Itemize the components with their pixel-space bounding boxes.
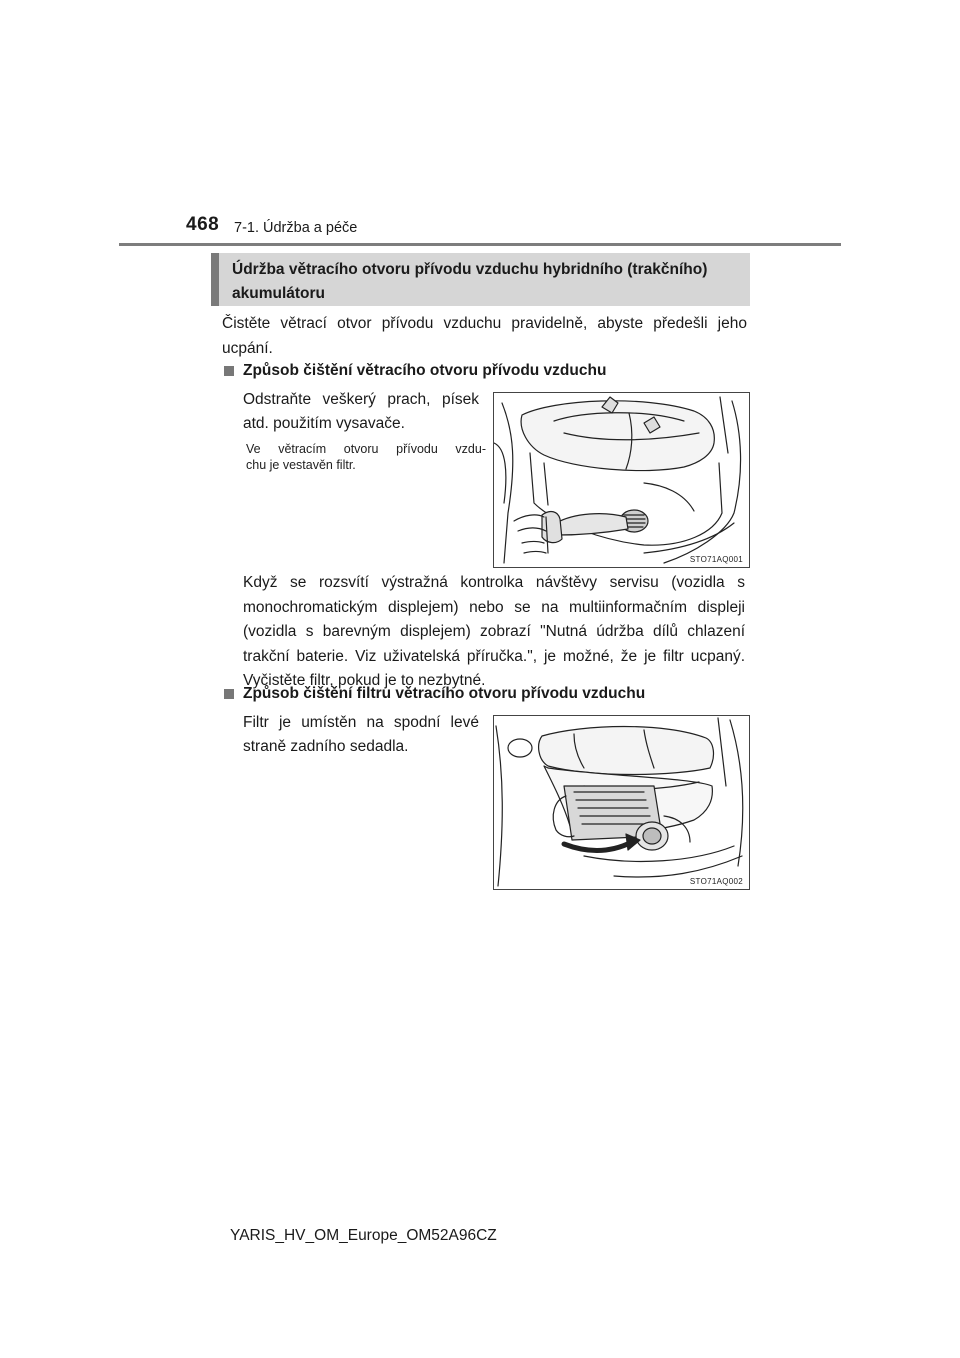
figure-filter-location — [493, 715, 750, 890]
header-rule — [119, 243, 841, 246]
subsection-heading-2-text: Způsob čištění filtru větracího otvoru přívodu vzduchu — [243, 685, 646, 702]
square-bullet-icon — [224, 689, 234, 699]
section-title-line2: akumulátoru — [232, 285, 326, 302]
subsection-heading-1-text: Způsob čištění větracího otvoru přívodu vzduchu — [243, 362, 607, 379]
filter-note-line-1: Ve větracím otvoru přívodu vzdu- — [246, 442, 486, 456]
section-title-line1: Údržba větracího otvoru přívodu vzduchu hybridního (trakčního) — [232, 261, 708, 278]
subsection-heading-1 — [224, 361, 606, 381]
figure-code-1: STO71AQ001 — [689, 555, 743, 564]
document-id-footer: YARIS_HV_OM_Europe_OM52A96CZ — [230, 1227, 497, 1244]
filter-note-line-2: chu je vestavěn filtr. — [246, 458, 356, 472]
instruction-line-1: Odstraňte veškerý prach, písek — [243, 391, 479, 408]
warning-paragraph: Když se rozsvítí výstražná kontrolka návštěvy servisu (vozidla s monochromatickým displejem) nebo se na multiinformačním displeji (vozidla s barevným displejem) zobrazí "Nutná údržba dílů chlazení trakční baterie. Viz uživatelská příručka.", je možné, že je filtr ucpaný. Vyčistěte filtr, pokud je to nezbytné. — [243, 574, 745, 689]
chapter-title: 7-1. Údržba a péče — [234, 220, 358, 236]
intro-paragraph: Čistěte větrací otvor přívodu vzduchu pravidelně, abyste předešli jeho ucpání. — [222, 315, 747, 357]
filter-location-line-2: straně zadního sedadla. — [243, 738, 409, 755]
square-bullet-icon — [224, 366, 234, 376]
seat-filter-illustration — [494, 716, 750, 890]
instruction-line-2: atd. použitím vysavače. — [243, 415, 405, 432]
section-title-box — [211, 253, 750, 306]
filter-location-line-1: Filtr je umístěn na spodní levé — [243, 714, 479, 731]
page-number: 468 — [186, 214, 220, 235]
figure-vacuum-cleaning — [493, 392, 750, 568]
subsection-heading-2 — [224, 684, 645, 704]
seat-vacuum-illustration — [494, 393, 750, 568]
figure-code-2: STO71AQ002 — [689, 877, 743, 886]
